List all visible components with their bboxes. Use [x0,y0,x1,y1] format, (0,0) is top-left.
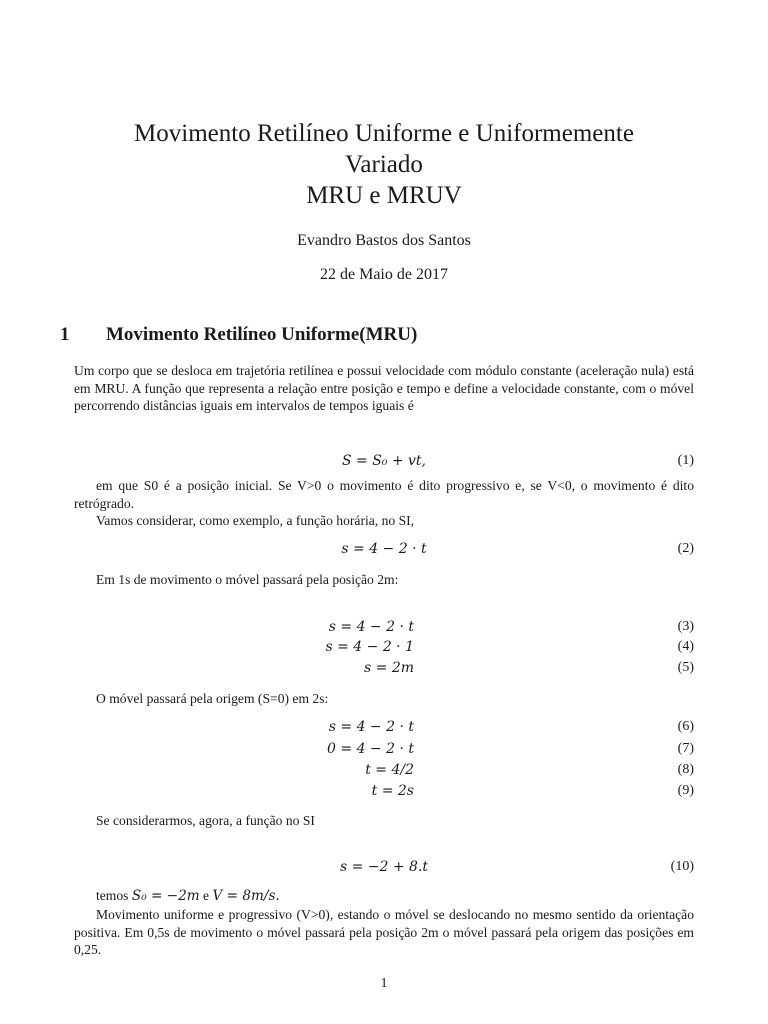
date: 22 de Maio de 2017 [320,266,448,283]
paragraph-origin: O móvel passará pela origem (S=0) em 2s: [96,691,329,706]
equation-4 [74,637,694,657]
document-title [60,118,708,211]
equation-5 [74,658,694,678]
paragraph-one-second: Em 1s de movimento o móvel passará pela posição 2m: [96,572,399,587]
equation-3 [74,617,694,637]
equation-9 [74,781,694,801]
equation-number: (2) [677,541,694,556]
equation-expr: s = 4 − 2 · t [341,541,427,557]
temos-equation-position: S₀ = −2m [131,888,200,904]
paragraph-temos [74,887,694,906]
section-heading [60,324,417,346]
equation-number: (5) [677,660,694,675]
equation-number: (3) [677,619,694,634]
equation-2 [74,539,694,559]
equation-expr: S = S₀ + vt, [341,453,427,469]
equation-expr: 0 = 4 − 2 · t [327,741,414,757]
page-number: 1 [380,976,388,991]
paragraph-consider-now: Se considerarmos, agora, a função no SI [96,813,315,828]
temos-and: e [203,888,210,903]
equation-number: (1) [677,453,694,468]
title-line-3: MRU e MRUV [306,182,462,209]
equation-8 [74,760,694,780]
paragraph-consider: Vamos considerar, como exemplo, a função horária, no SI, [96,513,415,528]
title-line-2: Variado [345,151,423,178]
temos-prefix: temos [96,888,129,903]
equation-number: (9) [677,783,694,798]
equation-number: (10) [670,859,694,874]
paragraph-intro: Um corpo que se desloca em trajetória retilínea e possui velocidade com módulo constante (aceleração nula) está em MRU. A função que representa a relação entre posição e tempo e define a velocidade constante, com o móvel percorrendo distâncias iguais em intervalos de tempos iguais é [74,363,694,413]
equation-1 [74,451,694,471]
equation-number: (8) [677,762,694,777]
equation-expr: s = −2 + 8.t [339,859,429,875]
equation-number: (4) [677,639,694,654]
temos-equation-velocity: V = 8m/s. [212,888,280,904]
section-number: 1 [60,324,70,345]
equation-expr: t = 2s [371,783,414,799]
author: Evandro Bastos dos Santos [297,232,471,249]
section-title: Movimento Retilíneo Uniforme(MRU) [106,324,418,345]
equation-number: (7) [677,741,694,756]
equation-expr: s = 2m [364,660,414,676]
equation-expr: t = 4/2 [365,762,414,778]
equation-expr: s = 4 − 2 · t [328,719,414,735]
title-line-1: Movimento Retilíneo Uniforme e Uniformemente [134,120,634,147]
equation-10 [74,857,694,877]
equation-7 [74,739,694,759]
equation-expr: s = 4 − 2 · t [328,619,414,635]
paragraph-after-eq1: em que S0 é a posição inicial. Se V>0 o movimento é dito progressivo e, se V<0, o movimento é dito retrógrado. [74,478,694,511]
equation-6 [74,717,694,737]
equation-expr: s = 4 − 2 · 1 [325,639,414,655]
equation-number: (6) [677,719,694,734]
paragraph-final: Movimento uniforme e progressivo (V>0), estando o móvel se deslocando no mesmo sentido da orientação positiva. Em 0,5s de movimento o móvel passará pela posição 2m o móvel passará pela origem das posições em 0,25. [74,907,694,957]
